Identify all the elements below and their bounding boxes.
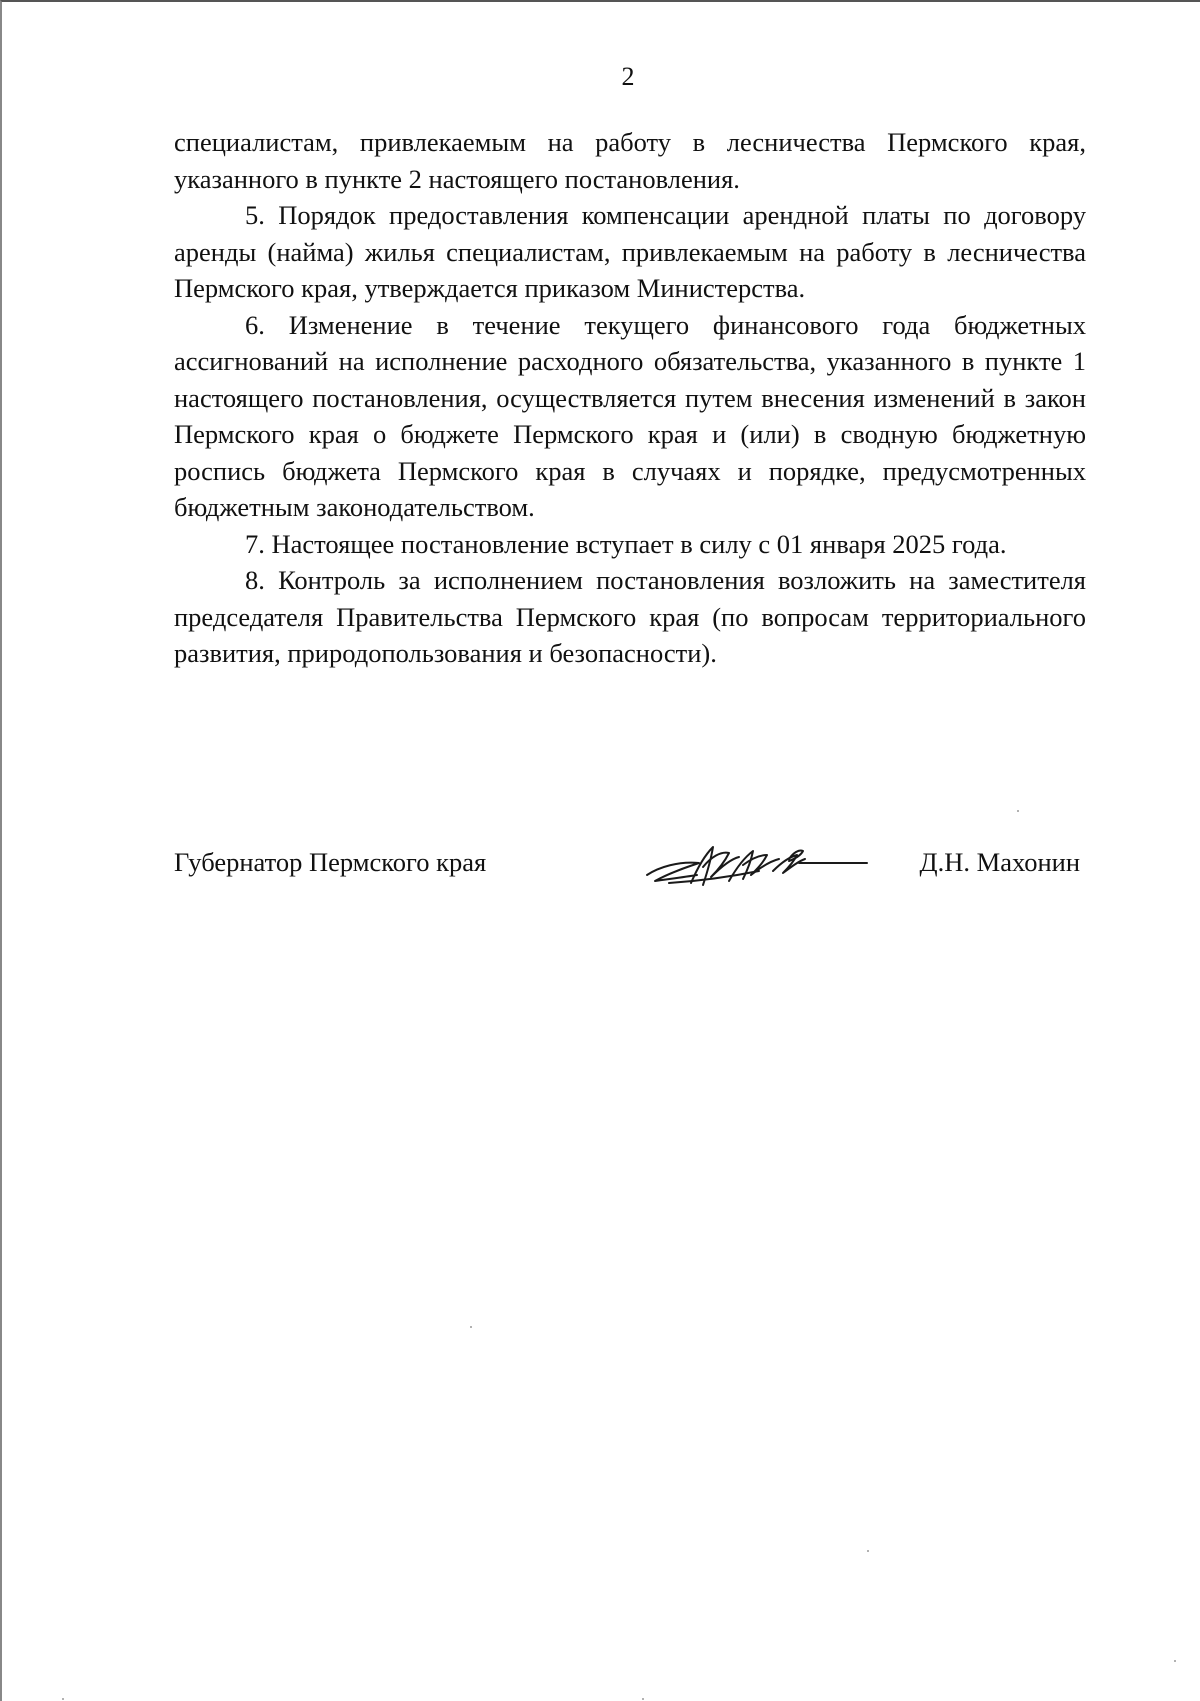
document-body (174, 124, 1086, 672)
handwritten-signature-icon (639, 837, 869, 893)
paragraph-item-7: 7. Настоящее постановление вступает в силу с 01 января 2025 года. (245, 528, 1007, 559)
signature-block (174, 837, 1086, 907)
scan-speck (62, 1698, 64, 1700)
scan-speck (1017, 810, 1019, 812)
paragraph-item-5: 5. Порядок предоставления компенсации арендной платы по договору аренды (найма) жилья специалистам, привлекаемым на работу в лесничества Пермского края, утверждается приказом Министерства. (174, 200, 1086, 303)
scan-speck (867, 1550, 869, 1552)
scan-speck (642, 1698, 644, 1700)
paragraph-continuation: специалистам, привлекаемым на работу в лесничества Пермского края, указанного в пункте 2 настоящего постановления. (174, 127, 1086, 194)
signer-title: Губернатор Пермского края (174, 847, 487, 877)
page-number: 2 (621, 62, 635, 91)
scan-speck (470, 1326, 472, 1328)
paragraph-item-6: 6. Изменение в течение текущего финансового года бюджетных ассигнований на исполнение расходного обязательства, указанного в пункте 1 настоящего постановления, осуществляется путем внесения изменений в закон Пермского края о бюджете Пермского края и (или) в сводную бюджетную роспись бюджета Пермского края в случаях и порядке, предусмотренных бюджетным законодательством. (174, 309, 1086, 522)
scan-speck (1174, 1660, 1176, 1662)
signer-name: Д.Н. Махонин (919, 847, 1080, 877)
paragraph-item-8: 8. Контроль за исполнением постановления возложить на заместителя председателя Правительства Пермского края (по вопросам территориального развития, природопользования и безопасности). (174, 565, 1086, 668)
